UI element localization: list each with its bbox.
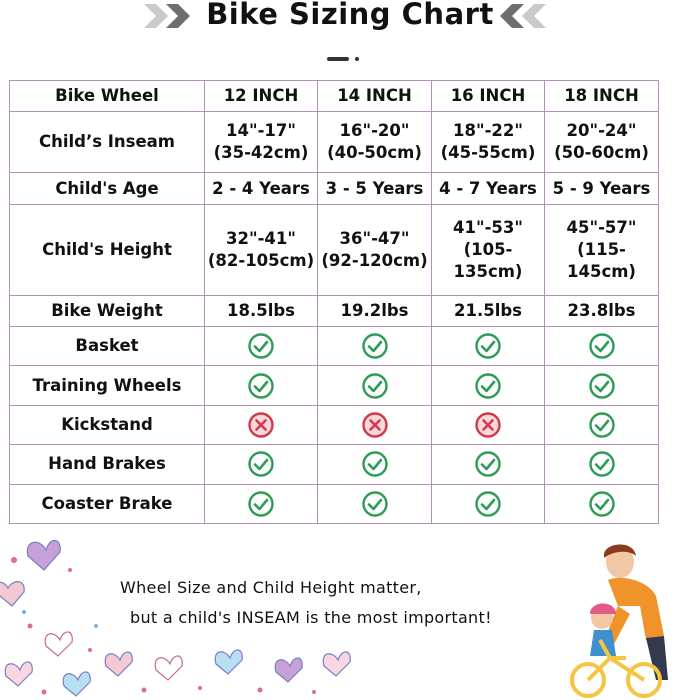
column-header: 18 INCH [545,81,659,112]
table-cell [545,484,659,523]
table-row [10,326,659,365]
table-cell: 3 - 5 Years [318,173,432,204]
cell-line-cm: (92-120cm) [321,250,428,270]
title-divider [327,57,349,61]
row-label: Bike Wheel [10,81,205,112]
table-cell: 2 - 4 Years [205,173,318,204]
table-cell [318,484,432,523]
table-row [10,445,659,484]
row-label: Coaster Brake [10,484,205,523]
table-cell [545,326,659,365]
check-icon [361,450,389,478]
check-icon [474,372,502,400]
table-row [10,366,659,405]
cell-line-inches: 45"-57" [566,217,637,237]
check-icon [361,490,389,518]
row-label: Bike Weight [10,295,205,326]
table-cell [432,445,545,484]
table-row [10,173,659,204]
page-title: Bike Sizing Chart [206,0,494,31]
table-cell: 18.5lbs [205,295,318,326]
table-row [10,295,659,326]
cell-line-inches: 18"-22" [453,121,523,141]
table-header-row [10,81,659,112]
column-header: 12 INCH [205,81,318,112]
table-row [10,484,659,523]
table-cell [318,112,432,173]
table-cell [205,112,318,173]
cross-icon [361,411,389,439]
check-icon [588,411,616,439]
title-divider-dot [355,57,359,61]
cell-line-cm: (35-42cm) [213,143,309,163]
check-icon [361,332,389,360]
check-icon [247,332,275,360]
cell-line-cm: (105-135cm) [453,239,523,281]
table-cell: 4 - 7 Years [432,173,545,204]
note-line-2: but a child's INSEAM is the most important! [130,608,492,627]
table-cell [205,366,318,405]
check-icon [474,490,502,518]
check-icon [361,372,389,400]
cell-line-cm: (50-60cm) [554,143,649,163]
heart-doodles-bottom-illustration [100,640,360,700]
header [0,0,700,40]
check-icon [588,372,616,400]
cell-line-cm: (40-50cm) [327,143,422,163]
table-cell: 5 - 9 Years [545,173,659,204]
table-cell [205,484,318,523]
heart-doodles-illustration [0,530,110,700]
check-icon [247,490,275,518]
table-cell: 21.5lbs [432,295,545,326]
column-header: 14 INCH [318,81,432,112]
table-cell [432,405,545,444]
row-label: Basket [10,326,205,365]
check-icon [247,450,275,478]
table-cell [318,405,432,444]
cell-line-inches: 36"-47" [339,228,410,248]
check-icon [588,332,616,360]
table-cell [432,366,545,405]
table-cell [432,484,545,523]
table-cell [432,326,545,365]
double-chevron-left-icon [492,2,548,30]
note-line-1: Wheel Size and Child Height matter, [120,578,422,597]
row-label: Child's Age [10,173,205,204]
cell-line-inches: 20"-24" [566,121,637,141]
table-cell [205,326,318,365]
table-cell [545,405,659,444]
table-cell [318,204,432,295]
table-cell: 19.2lbs [318,295,432,326]
table-row [10,204,659,295]
column-header: 16 INCH [432,81,545,112]
check-icon [588,450,616,478]
row-label: Hand Brakes [10,445,205,484]
table-cell [545,204,659,295]
cell-line-inches: 41"-53" [453,217,523,237]
cell-line-cm: (115-145cm) [567,239,636,281]
table-row [10,112,659,173]
table-row [10,405,659,444]
row-label: Training Wheels [10,366,205,405]
table-cell [318,445,432,484]
table-cell [545,366,659,405]
table-cell [318,366,432,405]
cell-line-cm: (45-55cm) [440,143,536,163]
table-cell [432,204,545,295]
check-icon [588,490,616,518]
cell-line-inches: 16"-20" [339,121,410,141]
table-cell [432,112,545,173]
cross-icon [474,411,502,439]
table-cell [205,405,318,444]
table-cell: 23.8lbs [545,295,659,326]
row-label: Child's Height [10,204,205,295]
cross-icon [247,411,275,439]
row-label: Child’s Inseam [10,112,205,173]
table-cell [545,445,659,484]
check-icon [474,450,502,478]
check-icon [474,332,502,360]
cell-line-cm: (82-105cm) [207,250,315,270]
check-icon [247,372,275,400]
table-cell [545,112,659,173]
table-cell [205,445,318,484]
cell-line-inches: 14"-17" [226,121,296,141]
table-cell [205,204,318,295]
cell-line-inches: 32"-41" [226,228,296,248]
row-label: Kickstand [10,405,205,444]
sizing-table [9,80,659,524]
table-cell [318,326,432,365]
parent-child-bike-illustration [560,540,700,700]
